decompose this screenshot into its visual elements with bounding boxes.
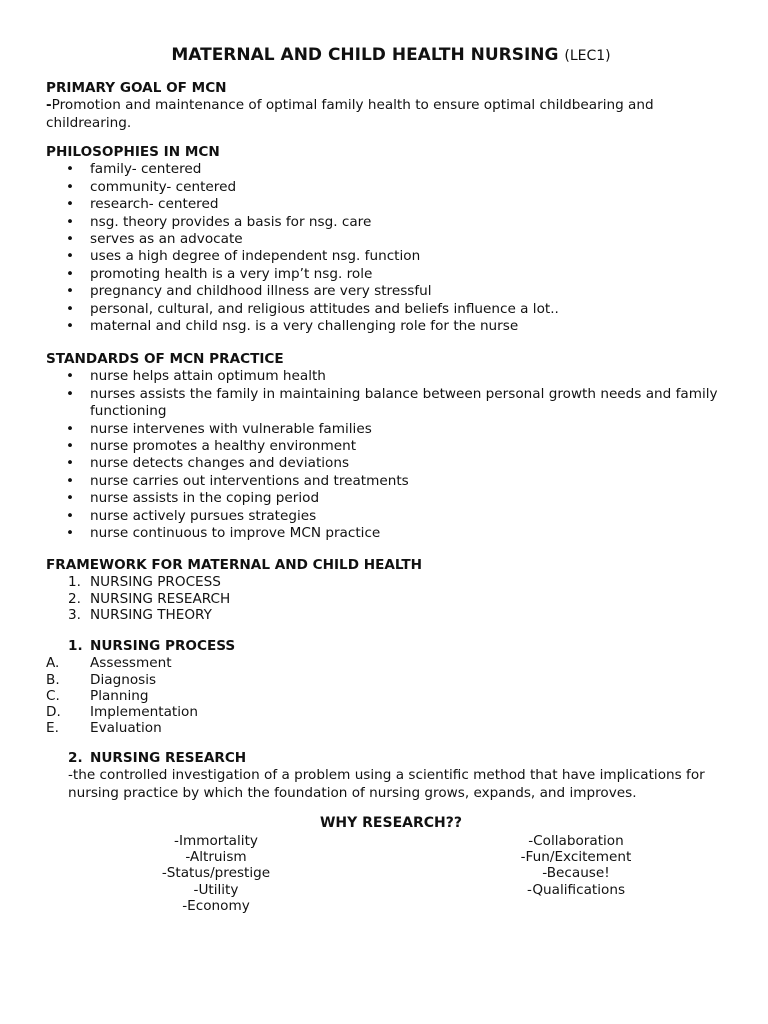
why-research-heading: WHY RESEARCH?? xyxy=(319,815,462,831)
list-label: Assessment xyxy=(90,655,172,672)
list-label: Planning xyxy=(90,687,149,704)
list-item: • community- centered xyxy=(46,179,736,196)
list-item: -Fun/Excitement xyxy=(520,849,632,866)
list-item xyxy=(46,655,736,671)
title-main: MATERNAL AND CHILD HEALTH NURSING xyxy=(171,45,559,65)
standards-heading: STANDARDS OF MCN PRACTICE xyxy=(46,351,284,367)
standards-section xyxy=(46,351,736,542)
list-label: Implementation xyxy=(90,704,198,721)
list-marker: D. xyxy=(46,704,61,721)
list-item: • pregnancy and childhood illness are very stressful xyxy=(46,283,736,300)
primary-goal-section xyxy=(46,80,736,132)
nursing-process-heading xyxy=(46,638,736,655)
list-label: NURSING PROCESS xyxy=(90,574,221,591)
list-item: • personal, cultural, and religious attitudes and beliefs influence a lot.. xyxy=(46,301,736,318)
list-item: • nurses assists the family in maintaining balance between personal growth needs and family functioning xyxy=(46,386,736,421)
list-item: • family- centered xyxy=(46,161,736,178)
nursing-research-heading xyxy=(46,750,736,767)
philosophies-heading: PHILOSOPHIES IN MCN xyxy=(46,144,220,160)
standards-list xyxy=(46,368,736,542)
list-marker: 3. xyxy=(68,606,81,623)
list-item: • serves as an advocate xyxy=(46,231,736,248)
list-item: • research- centered xyxy=(46,196,736,213)
list-item: • nurse intervenes with vulnerable families xyxy=(46,421,736,438)
list-label: NURSING RESEARCH xyxy=(90,590,231,607)
philosophies-section xyxy=(46,144,736,335)
primary-goal-dash: - xyxy=(46,97,52,114)
list-item: -Because! xyxy=(542,865,610,882)
primary-goal-heading: PRIMARY GOAL OF MCN xyxy=(46,80,227,96)
list-item xyxy=(46,607,736,623)
framework-heading: FRAMEWORK FOR MATERNAL AND CHILD HEALTH xyxy=(46,557,422,573)
list-item: • nurse assists in the coping period xyxy=(46,490,736,507)
document-title xyxy=(46,44,736,67)
list-item: -Utility xyxy=(193,881,239,898)
framework-section xyxy=(46,557,736,623)
list-marker: 2. xyxy=(68,590,81,607)
list-item: • nurse detects changes and deviations xyxy=(46,455,736,472)
list-label: NURSING THEORY xyxy=(90,606,212,623)
list-item: • nurse continuous to improve MCN practice xyxy=(46,525,736,542)
list-item: -Altruism xyxy=(185,849,247,866)
nursing-process-list xyxy=(46,655,736,736)
list-marker: 1. xyxy=(68,574,81,591)
philosophies-list xyxy=(46,161,736,335)
nursing-process-section xyxy=(46,638,736,736)
why-research-section xyxy=(46,815,736,914)
list-item xyxy=(46,720,736,736)
list-item: • promoting health is a very imp’t nsg. role xyxy=(46,266,736,283)
list-label: Diagnosis xyxy=(90,671,157,688)
primary-goal-text xyxy=(46,97,736,132)
list-item xyxy=(46,704,736,720)
title-sub: (LEC1) xyxy=(564,48,611,64)
section-title: NURSING PROCESS xyxy=(90,638,236,654)
list-item: • nsg. theory provides a basis for nsg. care xyxy=(46,214,736,231)
list-item: • nurse actively pursues strategies xyxy=(46,508,736,525)
section-title: NURSING RESEARCH xyxy=(90,750,247,766)
list-item: • nurse promotes a healthy environment xyxy=(46,438,736,455)
nursing-research-text: -the controlled investigation of a problem using a scientific method that have implications for nursing practice by which the foundation of nursing grows, expands, and improves. xyxy=(68,767,705,801)
nursing-research-section xyxy=(46,750,736,802)
list-item: • nurse helps attain optimum health xyxy=(46,368,736,385)
list-item xyxy=(46,574,736,590)
list-item: • nurse carries out interventions and treatments xyxy=(46,473,736,490)
list-item: -Immortality xyxy=(174,833,258,849)
list-item xyxy=(46,688,736,704)
why-research-right-column xyxy=(486,833,666,898)
list-item: • maternal and child nsg. is a very challenging role for the nurse xyxy=(46,318,736,335)
list-item: -Qualifications xyxy=(526,881,626,898)
list-item xyxy=(46,672,736,688)
section-number: 1. xyxy=(68,638,83,654)
primary-goal-body: Promotion and maintenance of optimal family health to ensure optimal childbearing and childrearing. xyxy=(46,97,654,131)
list-item: • uses a high degree of independent nsg. function xyxy=(46,248,736,265)
why-research-left-column xyxy=(126,833,306,914)
section-number: 2. xyxy=(68,750,83,766)
list-item: -Economy xyxy=(182,897,250,914)
list-item: -Status/prestige xyxy=(161,865,271,882)
list-marker: E. xyxy=(46,720,59,737)
list-marker: C. xyxy=(46,687,60,704)
list-marker: A. xyxy=(46,655,60,672)
list-item: -Collaboration xyxy=(528,833,624,849)
list-marker: B. xyxy=(46,671,60,688)
list-label: Evaluation xyxy=(90,720,162,737)
list-item xyxy=(46,591,736,607)
framework-list xyxy=(46,574,736,623)
